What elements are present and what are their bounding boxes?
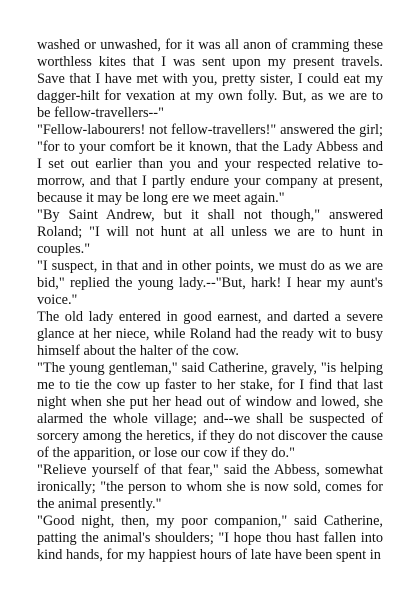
paragraph-3: "By Saint Andrew, but it shall not though," answered Roland; "I will not hunt at all unless we are to hunt in couples."	[37, 207, 383, 257]
page-body	[37, 37, 383, 564]
paragraph-8: "Good night, then, my poor companion," said Catherine, patting the animal's shoulders; "I hope thou hast fallen into kind hands, for my happiest hours of late have been spent in	[37, 513, 383, 563]
paragraph-2: "Fellow-labourers! not fellow-travellers!" answered the girl; "for to your comfort be it known, that the Lady Abbess and I set out earlier than you and your respected relative to-morrow, and that I partly endure your company at present, because it may be long ere we meet again."	[37, 122, 383, 206]
paragraph-7: "Relieve yourself of that fear," said the Abbess, somewhat ironically; "the person to whom she is now sold, comes for the animal presently."	[37, 462, 383, 512]
paragraph-1: washed or unwashed, for it was all anon of cramming these worthless kites that I was sent upon my present travels. Save that I have met with you, pretty sister, I could eat my dagger-hilt for vexation at my own folly. But, as we are to be fellow-travellers--"	[37, 37, 383, 121]
paragraph-5: The old lady entered in good earnest, and darted a severe glance at her niece, while Roland had the ready wit to busy himself about the halter of the cow.	[37, 309, 383, 359]
paragraph-4: "I suspect, in that and in other points, we must do as we are bid," replied the young lady.--"But, hark! I hear my aunt's voice."	[37, 258, 383, 308]
paragraph-6: "The young gentleman," said Catherine, gravely, "is helping me to tie the cow up faster to her stake, for I find that last night when she put her head out of window and lowed, she alarmed the whole village; and--we shall be suspected of sorcery among the heretics, if they do not discover the cause of the apparition, or lose our cow if they do."	[37, 360, 383, 461]
